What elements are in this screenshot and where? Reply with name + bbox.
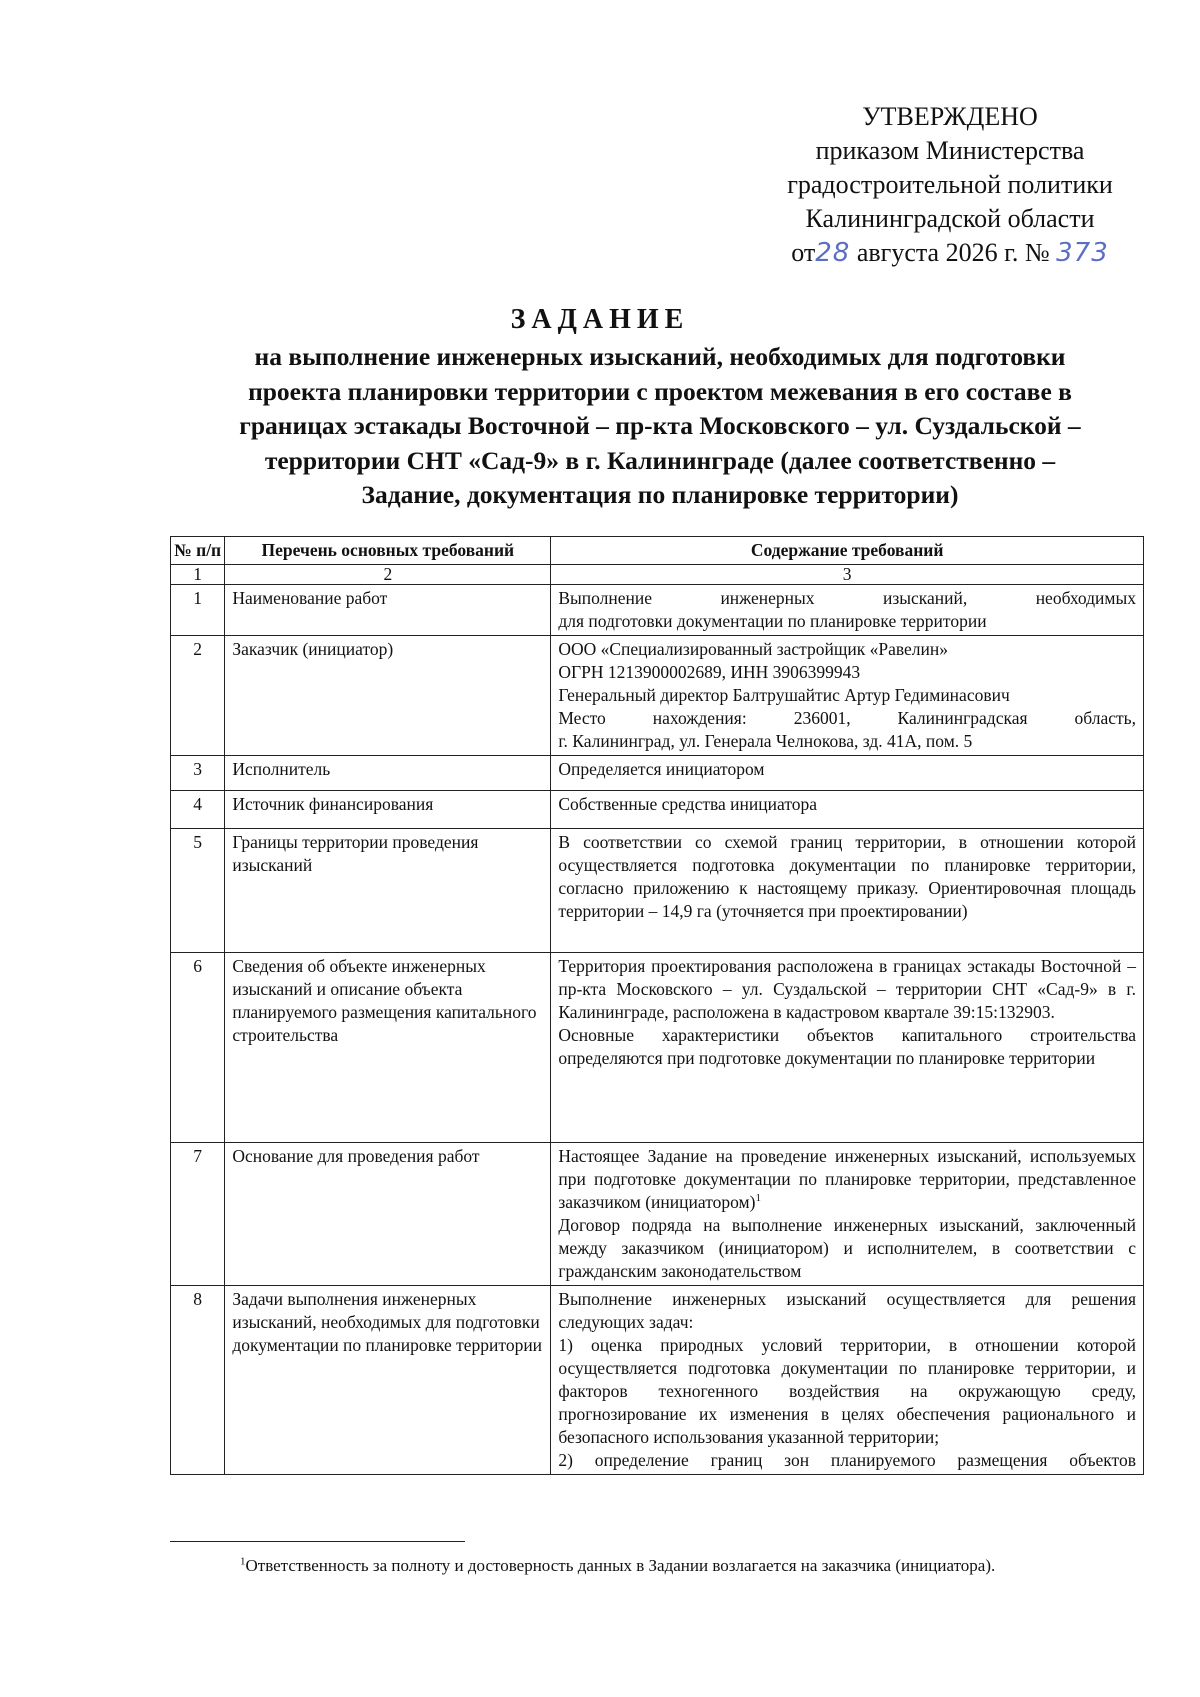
row-number: 7 <box>171 1143 225 1286</box>
row-requirement: Заказчик (инициатор) <box>225 636 551 756</box>
content-line: Генеральный директор Балтрушайтис Артур Гедиминасович <box>558 685 1010 705</box>
approval-line: градостроительной политики <box>787 170 1113 199</box>
column-number-row <box>171 565 1144 585</box>
approval-line: Калининградской области <box>805 204 1095 233</box>
content-line: ООО «Специализированный застройщик «Равелин» <box>558 639 949 659</box>
row-number: 8 <box>171 1286 225 1475</box>
approval-line: приказом Министерства <box>815 136 1085 165</box>
row-requirement: Сведения об объекте инженерных изысканий и описание объекта планируемого размещения капитального строительства <box>225 953 551 1143</box>
row-requirement: Основание для проведения работ <box>225 1143 551 1286</box>
handwritten-day: 28 <box>815 238 851 268</box>
row-requirement: Задачи выполнения инженерных изысканий, необходимых для подготовки документации по планировке территории <box>225 1286 551 1475</box>
date-middle: августа 2026 г. № <box>856 238 1050 267</box>
content-line: г. Калининград, ул. Генерала Челнокова, зд. 41А, пом. 5 <box>558 731 973 751</box>
row-number: 2 <box>171 636 225 756</box>
content-paragraph: Выполнение инженерных изысканий осуществляется для решения следующих задач: <box>558 1289 1136 1332</box>
handwritten-order-number: 373 <box>1056 238 1109 268</box>
content-line: Место нахождения: 236001, Калининградская область, <box>558 708 1136 728</box>
row-requirement: Границы территории проведения изысканий <box>225 829 551 953</box>
subtitle-line: Задание, документация по планировке территории) <box>361 480 959 509</box>
date-prefix: от <box>791 238 816 267</box>
content-line: Определяется инициатором <box>558 759 765 779</box>
header-num: № п/п <box>171 537 225 565</box>
table-row <box>171 829 1144 953</box>
table-row <box>171 1143 1144 1286</box>
row-content <box>551 1143 1144 1286</box>
row-content <box>551 756 1144 791</box>
table-row <box>171 636 1144 756</box>
approval-date-line <box>760 236 1140 270</box>
content-line: Собственные средства инициатора <box>558 794 817 814</box>
footnote-text: Ответственность за полноту и достоверность данных в Задании возлагается на заказчика (инициатора). <box>245 1556 996 1575</box>
approval-heading: УТВЕРЖДЕНО <box>862 102 1038 131</box>
footnote-mark: 1 <box>755 1192 761 1205</box>
column-number: 3 <box>551 565 1144 585</box>
column-number: 1 <box>171 565 225 585</box>
content-paragraph: В соответствии со схемой границ территории, в отношении которой осуществляется подготовка документации по планировке территории, согласно приложению к настоящему приказу. Ориентировочная площадь территории – 14,9 га (уточняется при проектировании) <box>558 832 1136 921</box>
row-requirement: Исполнитель <box>225 756 551 791</box>
content-text: Настоящее Задание на проведение инженерных изысканий, используемых при подготовке документации по планировке территории, представленное заказчиком (инициатором) <box>558 1146 1136 1212</box>
row-number: 1 <box>171 585 225 636</box>
content-paragraph: Договор подряда на выполнение инженерных изысканий, заключенный между заказчиком (инициатором) и исполнителем, в соответствии с гражданским законодательством <box>558 1215 1136 1281</box>
row-requirement: Наименование работ <box>225 585 551 636</box>
content-line: Выполнение инженерных изысканий, необходимых <box>558 588 1136 608</box>
row-content <box>551 636 1144 756</box>
table-row <box>171 953 1144 1143</box>
table-row <box>171 585 1144 636</box>
subtitle-line: проекта планировки территории с проектом межевания в его составе в <box>248 376 1072 406</box>
table-row <box>171 791 1144 829</box>
row-number: 6 <box>171 953 225 1143</box>
table-row <box>171 756 1144 791</box>
content-paragraph: 2) определение границ зон планируемого размещения объектов <box>558 1450 1136 1470</box>
content-line: ОГРН 1213900002689, ИНН 3906399943 <box>558 662 861 682</box>
content-paragraph: Территория проектирования расположена в границах эстакады Восточной – пр-кта Московского – ул. Суздальской – территории СНТ «Сад-9» в г. Калининграде, расположена в кадастровом квартале 39:15:132903. <box>558 956 1136 1022</box>
footnote-mark: 1 <box>240 1555 246 1568</box>
row-number: 4 <box>171 791 225 829</box>
subtitle-line: территории СНТ «Сад-9» в г. Калининграде (далее соответственно – <box>264 445 1056 475</box>
row-content <box>551 791 1144 829</box>
footnote <box>240 1556 995 1576</box>
content-paragraph: Основные характеристики объектов капитального строительства определяются при подготовке документации по планировке территории <box>558 1025 1136 1068</box>
subtitle-line: на выполнение инженерных изысканий, необходимых для подготовки <box>254 342 1066 371</box>
row-requirement: Источник финансирования <box>225 791 551 829</box>
document-subtitle <box>160 340 1160 513</box>
content-line: для подготовки документации по планировке территории <box>558 611 987 631</box>
row-content <box>551 829 1144 953</box>
approval-stamp <box>760 100 1140 270</box>
header-requirement: Перечень основных требований <box>225 537 551 565</box>
row-content <box>551 1286 1144 1475</box>
content-paragraph <box>558 1145 1136 1214</box>
header-content: Содержание требований <box>551 537 1144 565</box>
row-content <box>551 953 1144 1143</box>
row-content <box>551 585 1144 636</box>
row-number: 5 <box>171 829 225 953</box>
table-row <box>171 1286 1144 1475</box>
content-paragraph: 1) оценка природных условий территории, в отношении которой осуществляется подготовка документации по планировке территории, и факторов техногенного воздействия на окружающую среду, прогнозирование их изменения в целях обеспечения рационального и безопасного использования указанной территории; <box>558 1335 1136 1447</box>
row-number: 3 <box>171 756 225 791</box>
document-title: ЗАДАНИЕ <box>510 304 690 335</box>
table-header-row <box>171 537 1144 565</box>
column-number: 2 <box>225 565 551 585</box>
requirements-table <box>170 536 1144 1475</box>
footnote-separator <box>170 1541 465 1542</box>
subtitle-line: границах эстакады Восточной – пр-кта Московского – ул. Суздальской – <box>239 411 1081 440</box>
